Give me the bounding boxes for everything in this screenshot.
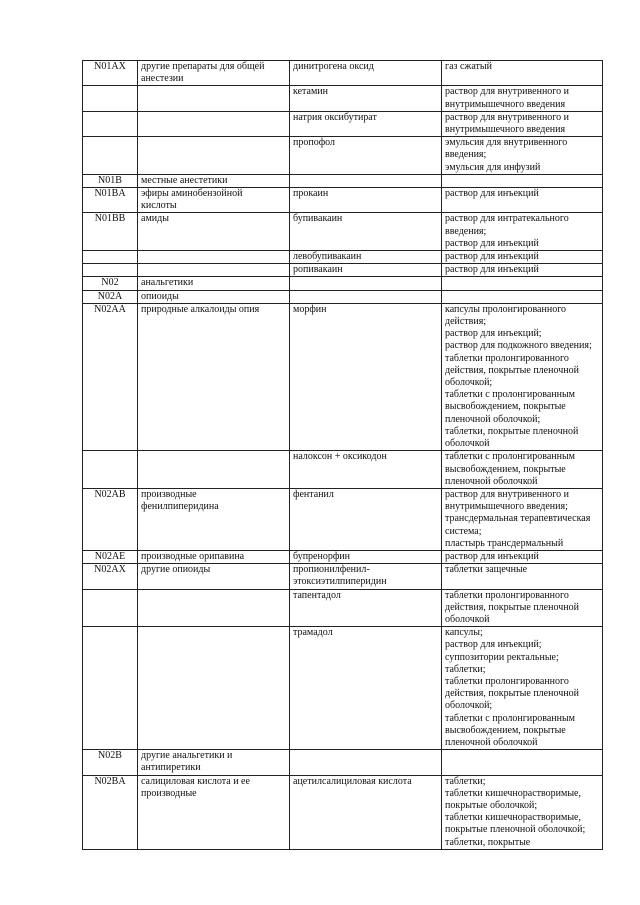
dosage-form-cell: [442, 290, 603, 303]
dosage-form-cell: раствор для интратекального введения; раствор для инъекций: [442, 213, 603, 251]
drug-name-cell: натрия оксибутират: [290, 111, 442, 136]
atc-code-cell: [83, 264, 138, 277]
drug-name-cell: морфин: [290, 303, 442, 450]
group-name-cell: производные орипавина: [138, 550, 290, 563]
group-name-cell: местные анестетики: [138, 174, 290, 187]
atc-code-cell: N02AA: [83, 303, 138, 450]
table-row: [83, 451, 603, 489]
drug-name-cell: [290, 174, 442, 187]
atc-code-cell: [83, 86, 138, 111]
table-row: [83, 264, 603, 277]
group-name-cell: [138, 251, 290, 264]
dosage-form-cell: эмульсия для внутривенного введения; эмульсия для инфузий: [442, 137, 603, 175]
atc-code-cell: N02A: [83, 290, 138, 303]
dosage-form-cell: раствор для внутривенного и внутримышечного введения: [442, 86, 603, 111]
drug-name-cell: левобупивакаин: [290, 251, 442, 264]
table-row: [83, 564, 603, 589]
dosage-form-cell: [442, 750, 603, 775]
drug-table-body: [83, 61, 603, 850]
drug-name-cell: налоксон + оксикодон: [290, 451, 442, 489]
group-name-cell: [138, 86, 290, 111]
atc-code-cell: N01B: [83, 174, 138, 187]
dosage-form-cell: таблетки; таблетки кишечнорастворимые, покрытые оболочкой; таблетки кишечнорастворимые, покрытые пленочной оболочкой; таблетки, покрытые: [442, 775, 603, 849]
table-row: [83, 775, 603, 849]
group-name-cell: опиоиды: [138, 290, 290, 303]
drug-name-cell: динитрогена оксид: [290, 61, 442, 86]
atc-code-cell: [83, 251, 138, 264]
dosage-form-cell: газ сжатый: [442, 61, 603, 86]
group-name-cell: салициловая кислота и ее производные: [138, 775, 290, 849]
table-row: [83, 188, 603, 213]
table-row: [83, 303, 603, 450]
table-row: [83, 589, 603, 627]
atc-code-cell: N02AX: [83, 564, 138, 589]
atc-code-cell: N02BA: [83, 775, 138, 849]
group-name-cell: [138, 111, 290, 136]
group-name-cell: другие анальгетики и антипиретики: [138, 750, 290, 775]
table-row: [83, 251, 603, 264]
atc-code-cell: [83, 137, 138, 175]
group-name-cell: [138, 264, 290, 277]
group-name-cell: производные фенилпиперидина: [138, 488, 290, 550]
group-name-cell: другие опиоиды: [138, 564, 290, 589]
drug-name-cell: [290, 277, 442, 290]
table-row: [83, 627, 603, 750]
atc-code-cell: [83, 111, 138, 136]
drug-name-cell: тапентадол: [290, 589, 442, 627]
table-row: [83, 277, 603, 290]
dosage-form-cell: таблетки с пролонгированным высвобождением, покрытые пленочной оболочкой: [442, 451, 603, 489]
drug-name-cell: фентанил: [290, 488, 442, 550]
drug-name-cell: бупренорфин: [290, 550, 442, 563]
atc-code-cell: [83, 589, 138, 627]
group-name-cell: [138, 589, 290, 627]
group-name-cell: [138, 137, 290, 175]
dosage-form-cell: таблетки защечные: [442, 564, 603, 589]
dosage-form-cell: раствор для внутривенного и внутримышечного введения; трансдермальная терапевтическая система; пластырь трансдермальный: [442, 488, 603, 550]
atc-code-cell: N02AE: [83, 550, 138, 563]
drug-name-cell: прокаин: [290, 188, 442, 213]
dosage-form-cell: раствор для внутривенного и внутримышечного введения: [442, 111, 603, 136]
atc-code-cell: N02AB: [83, 488, 138, 550]
drug-name-cell: пропофол: [290, 137, 442, 175]
dosage-form-cell: [442, 174, 603, 187]
atc-code-cell: [83, 627, 138, 750]
drug-name-cell: кетамин: [290, 86, 442, 111]
dosage-form-cell: таблетки пролонгированного действия, покрытые пленочной оболочкой: [442, 589, 603, 627]
group-name-cell: другие препараты для общей анестезии: [138, 61, 290, 86]
table-row: [83, 213, 603, 251]
table-row: [83, 86, 603, 111]
atc-code-cell: N02: [83, 277, 138, 290]
drug-name-cell: бупивакаин: [290, 213, 442, 251]
group-name-cell: эфиры аминобензойной кислоты: [138, 188, 290, 213]
table-row: [83, 290, 603, 303]
table-row: [83, 137, 603, 175]
table-row: [83, 111, 603, 136]
table-row: [83, 488, 603, 550]
group-name-cell: амиды: [138, 213, 290, 251]
group-name-cell: анальгетики: [138, 277, 290, 290]
dosage-form-cell: раствор для инъекций: [442, 251, 603, 264]
drug-name-cell: ропивакаин: [290, 264, 442, 277]
atc-code-cell: [83, 451, 138, 489]
drug-name-cell: трамадол: [290, 627, 442, 750]
atc-code-cell: N01BB: [83, 213, 138, 251]
drug-name-cell: [290, 750, 442, 775]
group-name-cell: [138, 627, 290, 750]
table-row: [83, 61, 603, 86]
atc-code-cell: N01AX: [83, 61, 138, 86]
group-name-cell: природные алкалоиды опия: [138, 303, 290, 450]
dosage-form-cell: раствор для инъекций: [442, 188, 603, 213]
table-row: [83, 174, 603, 187]
drug-name-cell: [290, 290, 442, 303]
dosage-form-cell: [442, 277, 603, 290]
dosage-form-cell: капсулы пролонгированного действия; раствор для инъекций; раствор для подкожного введения; таблетки пролонгированного действия, покрытые пленочной оболочкой; таблетки с пролонгированным высвобождением, покрытые пленочной оболочкой; таблетки, покрытые пленочной оболочкой: [442, 303, 603, 450]
atc-code-cell: N02B: [83, 750, 138, 775]
drug-table: [82, 60, 603, 850]
dosage-form-cell: раствор для инъекций: [442, 550, 603, 563]
atc-code-cell: N01BA: [83, 188, 138, 213]
drug-name-cell: ацетилсалициловая кислота: [290, 775, 442, 849]
group-name-cell: [138, 451, 290, 489]
dosage-form-cell: раствор для инъекций: [442, 264, 603, 277]
dosage-form-cell: капсулы; раствор для инъекций; суппозитории ректальные; таблетки; таблетки пролонгированного действия, покрытые пленочной оболочкой; таблетки с пролонгированным высвобождением, покрытые пленочной оболочкой: [442, 627, 603, 750]
table-row: [83, 750, 603, 775]
drug-name-cell: пропионилфенил- этоксиэтилпиперидин: [290, 564, 442, 589]
table-row: [83, 550, 603, 563]
